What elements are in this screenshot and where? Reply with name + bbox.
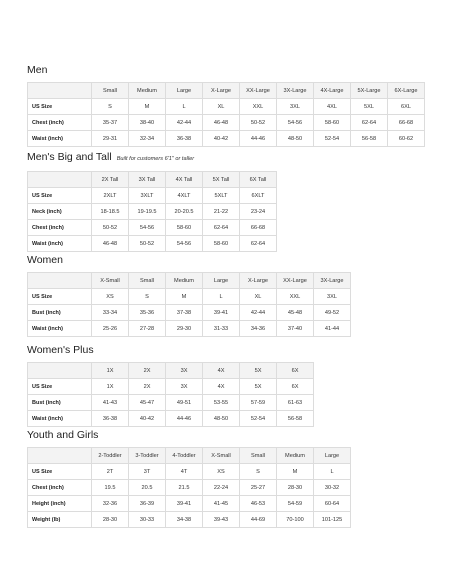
table-cell: 23-24 [240, 204, 277, 220]
table-cell: S [129, 289, 166, 305]
table-header-row [28, 448, 351, 464]
row-label: US Size [28, 99, 92, 115]
table-cell: 36-38 [166, 131, 203, 147]
table-cell: XXL [277, 289, 314, 305]
table-row-weight-lb [28, 512, 351, 528]
table-cell: 6XL [388, 99, 425, 115]
table-cell: M [129, 99, 166, 115]
table-cell: 2XLT [92, 188, 129, 204]
section-subtitle: Built for customers 6'1" or taller [116, 156, 195, 162]
table-cell: 6X [277, 379, 314, 395]
table-cell: 20-20.5 [166, 204, 203, 220]
size-section-youth-and-girls [27, 429, 351, 528]
table-cell: 32-36 [92, 496, 129, 512]
table-cell: 44-69 [240, 512, 277, 528]
table-row-us-size [28, 289, 351, 305]
table-cell: 50-52 [240, 115, 277, 131]
table-cell: 4T [166, 464, 203, 480]
table-cell: 25-27 [240, 480, 277, 496]
table-cell: 4XL [314, 99, 351, 115]
column-header: Small [92, 83, 129, 99]
section-title [27, 254, 351, 266]
table-cell: 56-58 [351, 131, 388, 147]
table-cell: 36-39 [129, 496, 166, 512]
table-header-row [28, 273, 351, 289]
table-cell: 101-125 [314, 512, 351, 528]
row-label: US Size [28, 379, 92, 395]
table-cell: 41-44 [314, 321, 351, 337]
column-header: X-Small [92, 273, 129, 289]
row-label: Waist (inch) [28, 411, 92, 427]
table-cell: 58-60 [203, 236, 240, 252]
row-label: US Size [28, 289, 92, 305]
header-corner-cell [28, 448, 92, 464]
table-cell: 42-44 [240, 305, 277, 321]
section-title-text: Women [27, 254, 63, 266]
table-row-us-size [28, 188, 277, 204]
table-cell: 54-59 [277, 496, 314, 512]
table-cell: 50-52 [129, 236, 166, 252]
table-cell: 40-42 [203, 131, 240, 147]
table-cell: 34-38 [166, 512, 203, 528]
table-cell: 53-55 [203, 395, 240, 411]
row-label: Bust (inch) [28, 305, 92, 321]
table-cell: 39-41 [203, 305, 240, 321]
table-cell: 39-43 [203, 512, 240, 528]
table-cell: 33-34 [92, 305, 129, 321]
table-cell: M [166, 289, 203, 305]
table-cell: 35-37 [92, 115, 129, 131]
row-label: Chest (inch) [28, 115, 92, 131]
column-header: 1X [92, 363, 129, 379]
table-cell: 25-26 [92, 321, 129, 337]
row-label: US Size [28, 464, 92, 480]
table-row-chest-inch [28, 115, 425, 131]
table-row-chest-inch [28, 220, 277, 236]
table-row-us-size [28, 464, 351, 480]
size-section-men [27, 64, 425, 147]
table-cell: 35-36 [129, 305, 166, 321]
table-cell: 60-62 [388, 131, 425, 147]
column-header: 5X-Large [351, 83, 388, 99]
column-header: Small [129, 273, 166, 289]
table-cell: 5XL [351, 99, 388, 115]
table-row-us-size [28, 99, 425, 115]
table-cell: M [277, 464, 314, 480]
table-cell: 27-28 [129, 321, 166, 337]
row-label: Waist (inch) [28, 236, 92, 252]
row-label: Neck (inch) [28, 204, 92, 220]
table-cell: 62-64 [203, 220, 240, 236]
table-cell: 42-44 [166, 115, 203, 131]
table-cell: 29-31 [92, 131, 129, 147]
table-cell: 30-33 [129, 512, 166, 528]
table-cell: 31-33 [203, 321, 240, 337]
size-section-women-s-plus [27, 344, 314, 427]
row-label: US Size [28, 188, 92, 204]
table-cell: 37-40 [277, 321, 314, 337]
column-header: 3X-Large [314, 273, 351, 289]
column-header: 2-Toddler [92, 448, 129, 464]
table-cell: 3XL [277, 99, 314, 115]
table-cell: 56-58 [277, 411, 314, 427]
table-cell: 3X [166, 379, 203, 395]
table-cell: 1X [92, 379, 129, 395]
table-cell: 46-48 [92, 236, 129, 252]
table-cell: XXL [240, 99, 277, 115]
table-cell: 48-50 [277, 131, 314, 147]
table-cell: 49-51 [166, 395, 203, 411]
table-cell: 21.5 [166, 480, 203, 496]
table-row-waist-inch [28, 236, 277, 252]
column-header: Medium [166, 273, 203, 289]
table-cell: 54-56 [129, 220, 166, 236]
section-title-text: Men's Big and Tall [27, 151, 112, 163]
row-label: Chest (inch) [28, 220, 92, 236]
table-cell: 36-38 [92, 411, 129, 427]
table-cell: 52-54 [240, 411, 277, 427]
table-cell: 32-34 [129, 131, 166, 147]
table-row-waist-inch [28, 321, 351, 337]
column-header: X-Small [203, 448, 240, 464]
table-cell: 54-56 [166, 236, 203, 252]
table-row-height-inch [28, 496, 351, 512]
column-header: 6X [277, 363, 314, 379]
column-header: X-Large [240, 273, 277, 289]
header-corner-cell [28, 273, 92, 289]
table-row-waist-inch [28, 411, 314, 427]
table-cell: 38-40 [129, 115, 166, 131]
column-header: Large [314, 448, 351, 464]
size-table [27, 447, 351, 528]
table-cell: 70-100 [277, 512, 314, 528]
table-cell: XS [203, 464, 240, 480]
column-header: 2X Tall [92, 172, 129, 188]
column-header: X-Large [203, 83, 240, 99]
table-cell: 50-52 [92, 220, 129, 236]
table-row-us-size [28, 379, 314, 395]
column-header: 4-Toddler [166, 448, 203, 464]
column-header: Small [240, 448, 277, 464]
table-row-bust-inch [28, 305, 351, 321]
table-cell: 3T [129, 464, 166, 480]
table-cell: 4X [203, 379, 240, 395]
table-cell: 28-30 [277, 480, 314, 496]
table-cell: 44-46 [240, 131, 277, 147]
table-cell: S [240, 464, 277, 480]
column-header: Large [203, 273, 240, 289]
column-header: 3X-Large [277, 83, 314, 99]
section-title [27, 151, 277, 165]
table-cell: 21-22 [203, 204, 240, 220]
table-cell: 45-47 [129, 395, 166, 411]
table-cell: 60-64 [314, 496, 351, 512]
column-header: 6X Tall [240, 172, 277, 188]
table-cell: 58-60 [314, 115, 351, 131]
column-header: 2X [129, 363, 166, 379]
section-title-text: Youth and Girls [27, 429, 99, 441]
section-title-text: Women's Plus [27, 344, 94, 356]
section-title [27, 344, 314, 356]
table-cell: 52-54 [314, 131, 351, 147]
table-cell: XL [240, 289, 277, 305]
table-cell: 19.5 [92, 480, 129, 496]
table-cell: 30-32 [314, 480, 351, 496]
table-cell: 3XLT [129, 188, 166, 204]
table-row-bust-inch [28, 395, 314, 411]
table-cell: L [203, 289, 240, 305]
table-cell: 58-60 [166, 220, 203, 236]
table-cell: 62-64 [240, 236, 277, 252]
table-cell: 6XLT [240, 188, 277, 204]
table-header-row [28, 172, 277, 188]
column-header: 4X Tall [166, 172, 203, 188]
table-cell: 39-41 [166, 496, 203, 512]
table-cell: 66-68 [388, 115, 425, 131]
row-label: Bust (inch) [28, 395, 92, 411]
column-header: Large [166, 83, 203, 99]
table-cell: 22-24 [203, 480, 240, 496]
size-section-women [27, 254, 351, 337]
column-header: Medium [277, 448, 314, 464]
table-header-row [28, 363, 314, 379]
table-cell: XL [203, 99, 240, 115]
table-cell: L [314, 464, 351, 480]
table-cell: 20.5 [129, 480, 166, 496]
table-cell: 54-56 [277, 115, 314, 131]
table-cell: XS [92, 289, 129, 305]
size-table [27, 272, 351, 337]
size-section-men-s-big-and-tall [27, 151, 277, 252]
row-label: Height (inch) [28, 496, 92, 512]
column-header: XX-Large [277, 273, 314, 289]
table-cell: 66-68 [240, 220, 277, 236]
table-row-chest-inch [28, 480, 351, 496]
table-cell: 61-63 [277, 395, 314, 411]
table-cell: 18-18.5 [92, 204, 129, 220]
header-corner-cell [28, 83, 92, 99]
size-table [27, 362, 314, 427]
table-row-neck-inch [28, 204, 277, 220]
table-cell: 5X [240, 379, 277, 395]
table-cell: 40-42 [129, 411, 166, 427]
row-label: Chest (inch) [28, 480, 92, 496]
table-cell: 29-30 [166, 321, 203, 337]
header-corner-cell [28, 363, 92, 379]
column-header: 3X [166, 363, 203, 379]
section-title-text: Men [27, 64, 48, 76]
column-header: 3X Tall [129, 172, 166, 188]
table-cell: 34-36 [240, 321, 277, 337]
table-cell: 45-48 [277, 305, 314, 321]
table-cell: 19-19.5 [129, 204, 166, 220]
table-cell: 4XLT [166, 188, 203, 204]
table-cell: S [92, 99, 129, 115]
table-cell: 57-59 [240, 395, 277, 411]
column-header: 6X-Large [388, 83, 425, 99]
table-cell: 49-52 [314, 305, 351, 321]
size-table [27, 82, 425, 147]
table-cell: 46-48 [203, 115, 240, 131]
table-cell: 2X [129, 379, 166, 395]
table-cell: 5XLT [203, 188, 240, 204]
column-header: XX-Large [240, 83, 277, 99]
column-header: 4X-Large [314, 83, 351, 99]
section-title [27, 64, 425, 76]
table-cell: 44-46 [166, 411, 203, 427]
column-header: 4X [203, 363, 240, 379]
column-header: 3-Toddler [129, 448, 166, 464]
table-cell: 41-43 [92, 395, 129, 411]
table-header-row [28, 83, 425, 99]
row-label: Waist (inch) [28, 131, 92, 147]
section-title [27, 429, 351, 441]
table-cell: 41-45 [203, 496, 240, 512]
table-row-waist-inch [28, 131, 425, 147]
size-table [27, 171, 277, 252]
table-cell: 3XL [314, 289, 351, 305]
header-corner-cell [28, 172, 92, 188]
table-cell: 28-30 [92, 512, 129, 528]
row-label: Waist (inch) [28, 321, 92, 337]
table-cell: 62-64 [351, 115, 388, 131]
column-header: 5X Tall [203, 172, 240, 188]
column-header: 5X [240, 363, 277, 379]
table-cell: 37-38 [166, 305, 203, 321]
column-header: Medium [129, 83, 166, 99]
table-cell: 2T [92, 464, 129, 480]
table-cell: 46-53 [240, 496, 277, 512]
table-cell: L [166, 99, 203, 115]
row-label: Weight (lb) [28, 512, 92, 528]
table-cell: 48-50 [203, 411, 240, 427]
